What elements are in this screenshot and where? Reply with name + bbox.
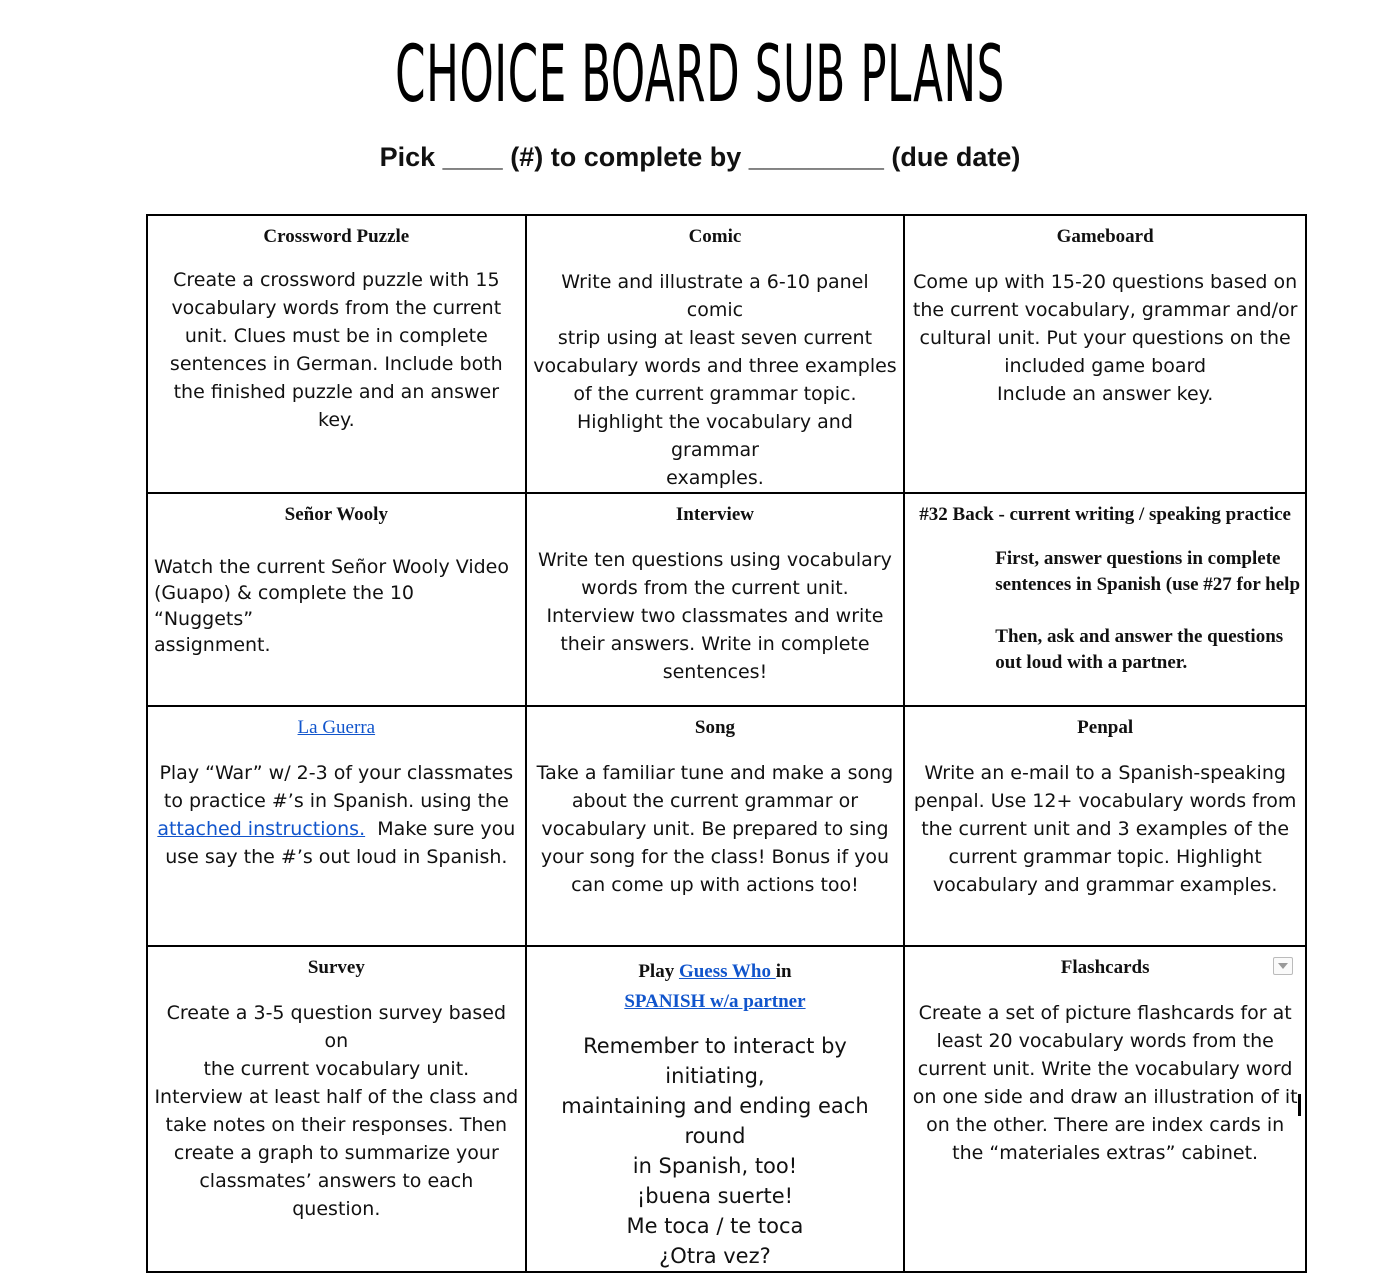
cell-song[interactable]: [526, 706, 905, 946]
cell-body: Remember to interact by initiating, maintaining and ending each round in Spanish, too! ¡buena suerte! Me toca / te toca ¿Otra vez?: [561, 1034, 869, 1268]
dropdown-arrow-icon[interactable]: [1273, 957, 1293, 975]
cell-body: Play “War” w/ 2-3 of your classmates to practice #’s in Spanish. using the attached instructions. Make sure you use say the #’s out loud in Spanish.: [157, 762, 516, 868]
cell-guess-who[interactable]: [526, 946, 905, 1272]
cell-body: Write an e-mail to a Spanish-speaking penpal. Use 12+ vocabulary words from the current unit and 3 examples of the current grammar topic. Highlight vocabulary and grammar examples.: [913, 762, 1297, 896]
choice-board-table: [146, 214, 1307, 1273]
cell-heading: Crossword Puzzle: [263, 226, 410, 247]
spanish-partner-link[interactable]: SPANISH w/a partner: [624, 991, 806, 1012]
cell-body-para2: Then, ask and answer the questions out loud with a partner.: [995, 626, 1284, 673]
attached-instructions-link[interactable]: attached instructions.: [157, 818, 366, 840]
cell-heading: Song: [694, 717, 736, 738]
cell-crossword-puzzle[interactable]: [147, 215, 526, 493]
cell-heading: Señor Wooly: [284, 504, 388, 525]
cell-body: Write ten questions using vocabulary words from the current unit. Interview two classmates and write their answers. Write in complete sentences!: [538, 549, 892, 683]
cell-flashcards[interactable]: [904, 946, 1306, 1272]
page-title: CHOICE BOARD SUB PLANS: [395, 30, 1005, 120]
cell-back-32[interactable]: [904, 493, 1306, 706]
la-guerra-link[interactable]: La Guerra: [297, 717, 376, 738]
cell-heading: Gameboard: [1056, 226, 1154, 247]
cell-body: Watch the current Señor Wooly Video (Guapo) & complete the 10 “Nuggets” assignment.: [154, 556, 509, 656]
cell-heading: Comic: [688, 226, 742, 247]
cell-senor-wooly[interactable]: [147, 493, 526, 706]
cell-survey[interactable]: [147, 946, 526, 1272]
cell-heading: Penpal: [1077, 717, 1134, 738]
cell-heading: #32 Back - current writing / speaking practice: [919, 504, 1291, 525]
cell-heading: Play Guess Who in SPANISH w/a partner: [624, 961, 806, 1012]
cell-body-para1: First, answer questions in complete sentences in Spanish (use #27 for help: [995, 548, 1301, 595]
cell-body: Write and illustrate a 6-10 panel comic strip using at least seven current vocabulary words and three examples of the current grammar topic. Highlight the vocabulary and grammar examples.: [533, 271, 897, 489]
cell-interview[interactable]: [526, 493, 905, 706]
cell-body: Create a 3-5 question survey based on the current vocabulary unit. Interview at least half of the class and take notes on their responses. Then create a graph to summarize your classmates’ answers to each question.: [154, 1002, 519, 1220]
cell-la-guerra[interactable]: [147, 706, 526, 946]
cell-body: Come up with 15-20 questions based on the current vocabulary, grammar and/or cultural unit. Put your questions on the included game board Include an answer key.: [912, 271, 1298, 405]
cell-comic[interactable]: [526, 215, 905, 493]
text-cursor-icon: [1298, 1094, 1301, 1116]
cell-penpal[interactable]: [904, 706, 1306, 946]
cell-heading: Survey: [307, 957, 365, 978]
cell-body: Create a set of picture flashcards for at least 20 vocabulary words from the current unit. Write the vocabulary word on one side and draw an illustration of it on the other. There are index cards in the “materiales extras” cabinet.: [912, 1002, 1298, 1164]
cell-gameboard[interactable]: [904, 215, 1306, 493]
cell-body: Create a crossword puzzle with 15 vocabulary words from the current unit. Clues must be in complete sentences in German. Include both the finished puzzle and an answer key.: [169, 269, 503, 431]
instructions-line: Pick ____ (#) to complete by _________ (due date): [379, 142, 1021, 172]
guess-who-link[interactable]: Guess Who: [678, 961, 776, 982]
cell-heading: Flashcards: [1060, 957, 1150, 978]
cell-body: Take a familiar tune and make a song about the current grammar or vocabulary unit. Be prepared to sing your song for the class! Bonus if you can come up with actions too!: [536, 762, 894, 896]
cell-heading: Interview: [675, 504, 754, 525]
